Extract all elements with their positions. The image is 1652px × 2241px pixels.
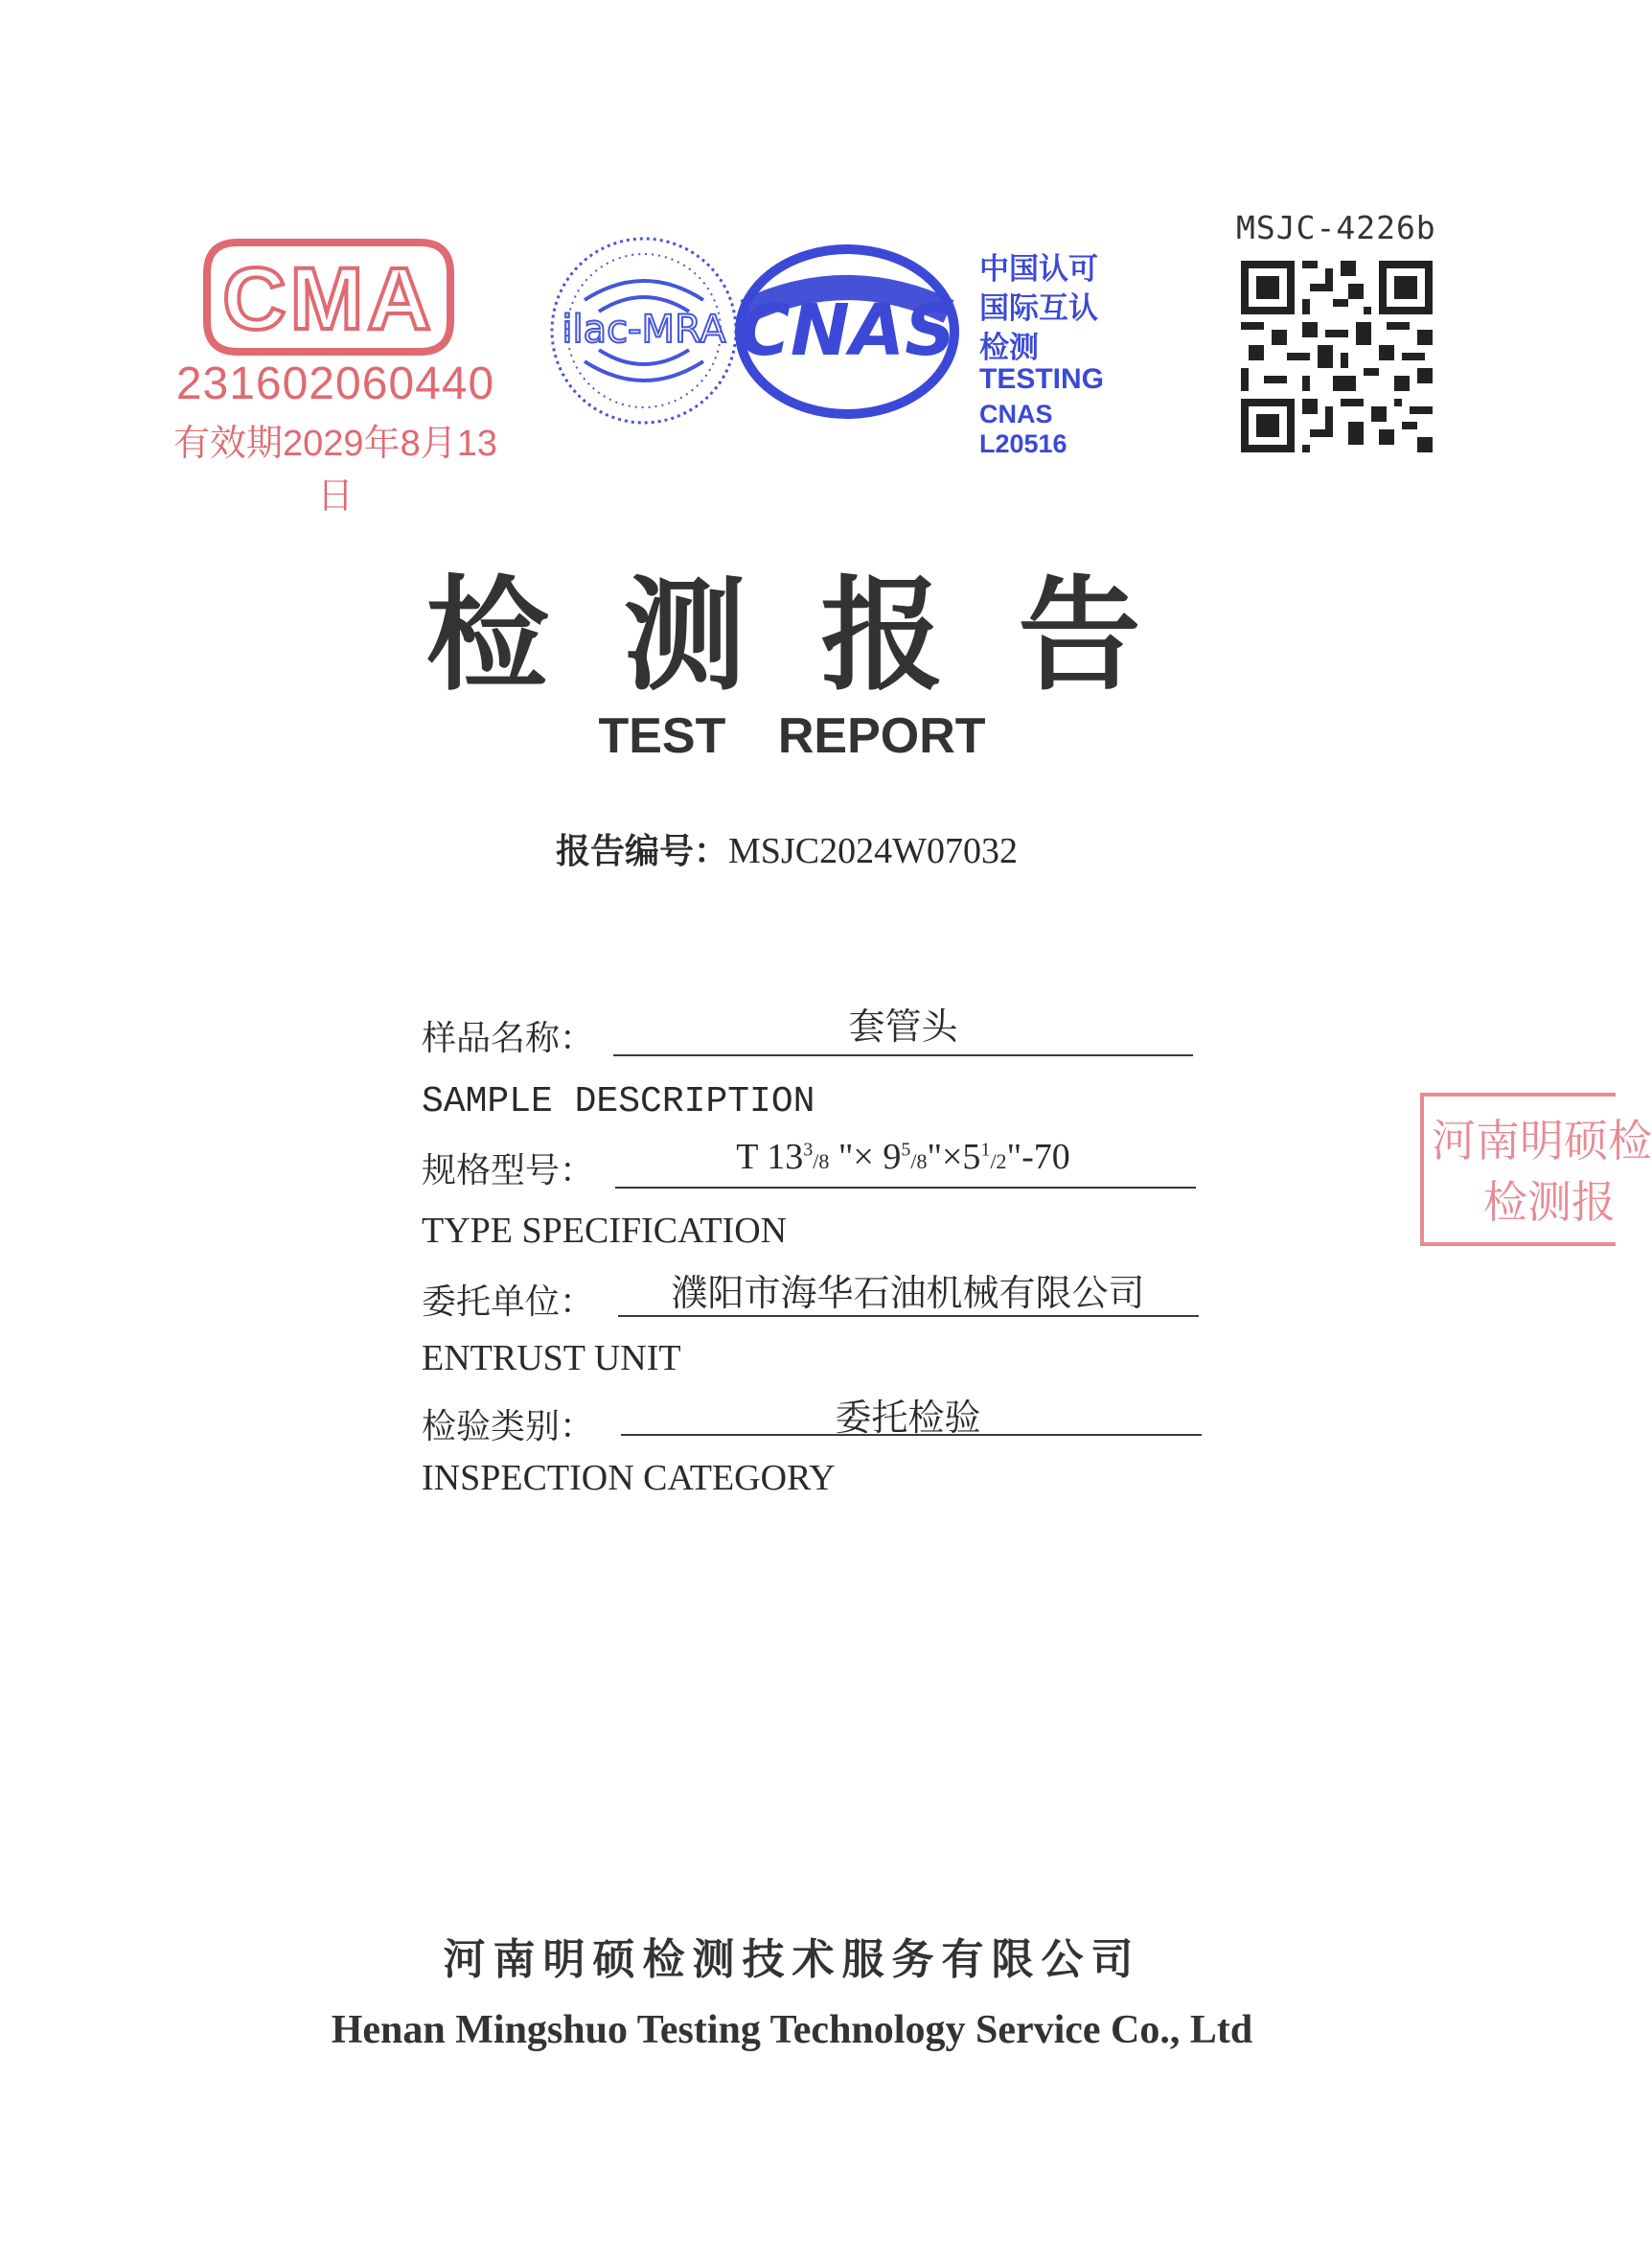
ilac-text: ilac-MRA [562,308,726,352]
cnas-text: CNAS [738,289,956,372]
cnas-line-4: TESTING [979,363,1105,395]
entrust-label: 委托单位： [422,1282,595,1322]
report-title-cn: 检测报告 [425,564,1216,707]
spec-label: 规格型号： [422,1151,595,1190]
report-number-value: MSJC2024W07032 [728,831,1018,871]
qr-code-icon [1241,261,1433,452]
entrust-value: 濮阳市海华石油机械有限公司 [671,1272,1145,1314]
spec-value: T $13^3/8$ "× $9^5/8"\times 5^1/2"-70$ [736,1137,1070,1177]
accreditation-logos [546,225,1140,458]
company-name-en: Henan Mingshuo Testing Technology Service Co., Ltd [331,2008,1253,2052]
category-underline [621,1434,1202,1436]
company-seal-stamp [1420,1093,1652,1246]
sample-description-en: SAMPLE DESCRIPTION [422,1081,815,1122]
cma-validity: 有效期2029年8月13日 [173,424,497,517]
cma-logo-text: CMA [222,250,435,348]
category-label: 检验类别： [422,1407,595,1446]
sample-name-label: 样品名称： [422,1019,595,1058]
entrust-underline [618,1315,1199,1317]
type-specification-en: TYPE SPECIFICATION [422,1211,788,1251]
cnas-line-2: 国际互认 [979,291,1098,326]
spec-underline [615,1187,1196,1189]
cma-stamp [172,235,498,517]
entrust-unit-en: ENTRUST UNIT [422,1338,681,1378]
cnas-line-1: 中国认可 [979,252,1098,287]
cnas-logo [736,244,958,419]
sample-name-value: 套管头 [848,1005,958,1048]
cnas-line-5: CNAS L20516 [979,400,1067,458]
document-code: MSJC-4226b [1236,209,1436,246]
report-number-label: 报告编号： [556,832,729,871]
cnas-line-3: 检测 [979,331,1039,365]
report-number [556,824,1018,873]
sample-name-underline [613,1054,1193,1056]
seal-line-1: 河南明硕检 [1432,1115,1652,1167]
inspection-category-en: INSPECTION CATEGORY [422,1458,836,1498]
cma-logo [199,235,458,359]
company-name-cn: 河南明硕检测技术服务有限公司 [443,1935,1141,1984]
category-value: 委托检验 [835,1397,981,1439]
report-title-en: TEST REPORT [598,708,986,764]
ilac-mra-logo [546,233,743,429]
cma-number: 231602060440 [175,358,495,409]
seal-line-2: 检测报 [1483,1176,1616,1228]
